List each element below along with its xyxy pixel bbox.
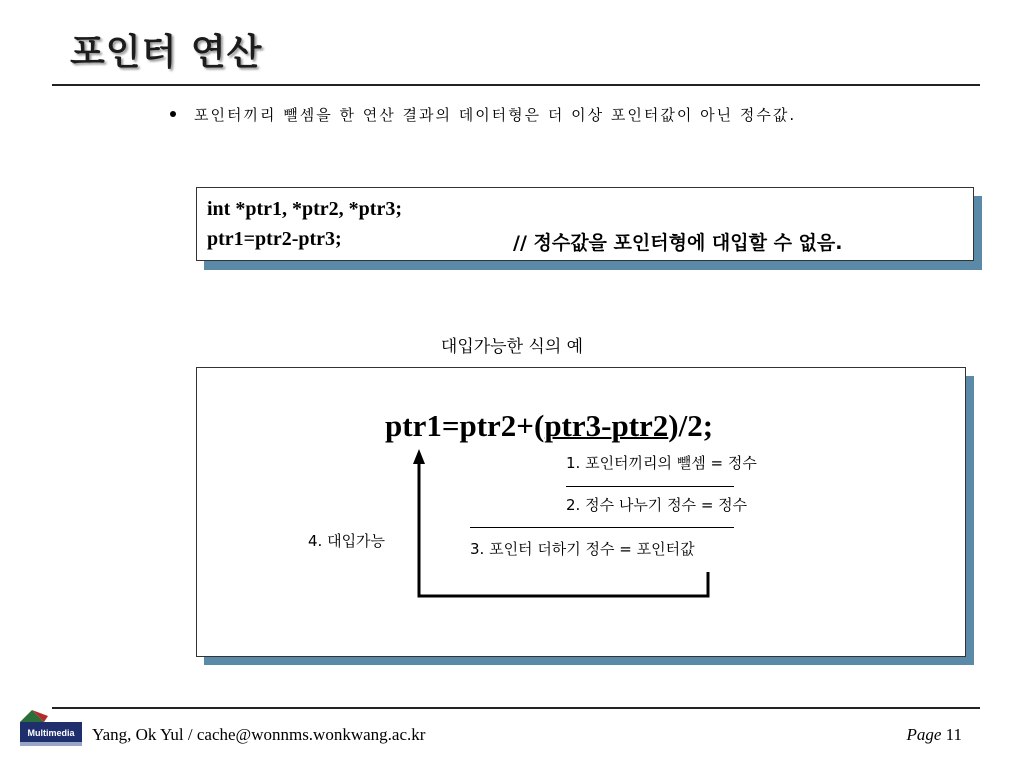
multimedia-logo (18, 708, 84, 750)
arrow-path (419, 462, 708, 596)
step-1-label: 1. 포인터끼리의 뺄셈 = 정수 (566, 454, 757, 472)
slide-title: 포인터 연산 (70, 32, 263, 73)
example-caption: 대입가능한 식의 예 (440, 337, 584, 357)
code-line-declaration: int *ptr1, *ptr2, *ptr3; (207, 198, 402, 220)
page-label: Page (906, 725, 942, 744)
arrow-head-icon (413, 449, 425, 464)
footer-page (906, 725, 962, 745)
footer-author: Yang, Ok Yul / cache@wonnms.wonkwang.ac.kr (92, 725, 426, 744)
code-line-assignment: ptr1=ptr2-ptr3; (207, 228, 342, 250)
step-3-label: 3. 포인터 더하기 정수 = 포인터값 (470, 540, 695, 558)
logo-text: Multimedia (27, 728, 75, 738)
step-2-label: 2. 정수 나누기 정수 = 정수 (566, 496, 748, 514)
page-number: 11 (945, 725, 962, 744)
step-4-label: 4. 대입가능 (308, 532, 386, 550)
expression-suffix: )/2; (668, 408, 714, 443)
expression-subtraction: ptr3-ptr2 (544, 408, 669, 443)
bullet-text: 포인터끼리 뺄셈을 한 연산 결과의 데이터형은 더 이상 포인터값이 아닌 정수값. (194, 106, 797, 124)
footer-divider (52, 707, 980, 709)
expression-prefix: ptr1=ptr2+( (385, 408, 545, 443)
code-comment: // 정수값을 포인터형에 대입할 수 없음. (513, 232, 843, 254)
